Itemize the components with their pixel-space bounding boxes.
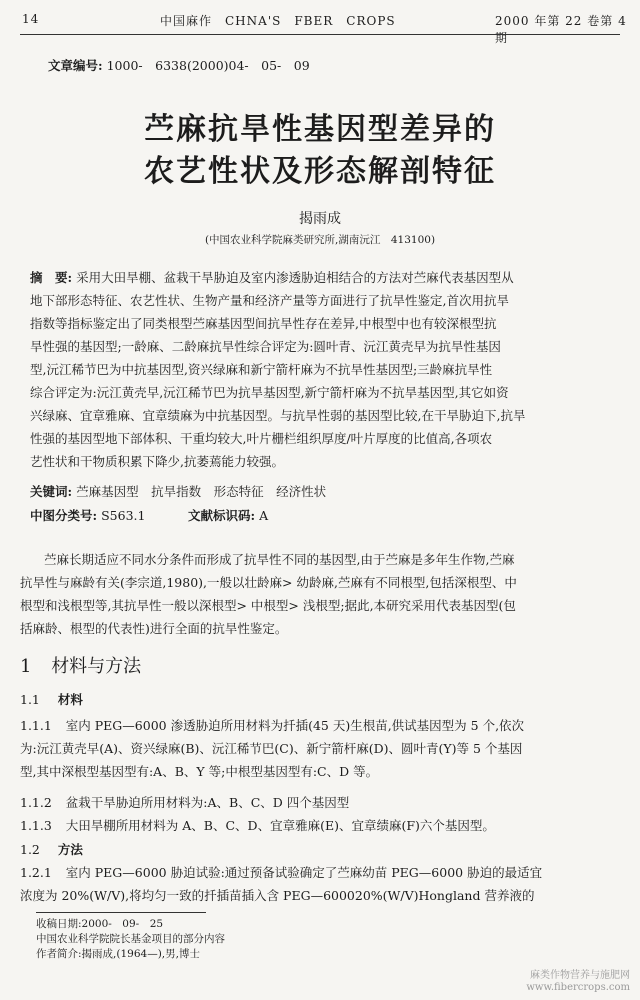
- subsection-number: 1.1: [20, 692, 40, 707]
- subsection-title: 方法: [57, 842, 83, 857]
- item-line: 型,其中深根型基因型有:A、B、Y 等;中根型基因型有:C、D 等。: [20, 764, 379, 779]
- abstract-line: 性强的基因型地下部体积、干重均较大,叶片栅栏组织厚度/叶片厚度的比值高,各项农: [30, 431, 493, 446]
- abstract-line: [30, 268, 514, 288]
- classification: [30, 506, 145, 526]
- subsection-heading: [20, 840, 83, 860]
- footnote-line: 作者简介:揭雨成,(1964—),男,博士: [36, 948, 200, 960]
- abstract-line: 型,沅江稀节巴为中抗基因型,资兴绿麻和新宁箭杆麻为不抗旱性基因型;三龄麻抗旱性: [30, 362, 493, 377]
- item-number: 1.2.1: [20, 865, 52, 880]
- footnote-line: 收稿日期:2000- 09- 25: [36, 918, 164, 930]
- footnote-rule: [36, 912, 206, 913]
- item-1-2-1: [20, 863, 542, 883]
- article-id-value: 1000- 6338(2000)04- 05- 09: [106, 58, 310, 73]
- intro-line: 抗旱性与麻龄有关(李宗道,1980),一般以壮龄麻> 幼龄麻,苎麻有不同根型,包括深根型、中: [20, 575, 517, 590]
- issue-info: 2000 年第 22 卷第 4 期: [495, 14, 627, 45]
- item-text: 大田旱棚所用材料为 A、B、C、D、宜章雅麻(E)、宜章绩麻(F)六个基因型。: [65, 818, 495, 833]
- title-line-1: 苎麻抗旱性基因型差异的: [144, 112, 496, 147]
- item-text: 室内 PEG—6000 胁迫试验:通过预备试验确定了苎麻幼苗 PEG—6000 胁迫的最适宜: [65, 865, 543, 880]
- watermark-line: www.fibercrops.com: [526, 982, 630, 993]
- article-id-label: 文章编号:: [48, 58, 103, 73]
- intro-line: 括麻龄、根型的代表性)进行全面的抗旱性鉴定。: [20, 621, 288, 636]
- classification-label: 中图分类号:: [30, 508, 98, 523]
- item-1-1-2: [20, 793, 349, 813]
- abstract-line: 兴绿麻、宜章雅麻、宜章绩麻为中抗基因型。与抗旱性弱的基因型比较,在干旱胁迫下,抗旱: [30, 408, 526, 423]
- abstract-line: 旱性强的基因型;一龄麻、二龄麻抗旱性综合评定为:圆叶青、沅江黄壳早为抗旱性基因: [30, 339, 501, 354]
- item-line: 浓度为 20%(W/V),将均匀一致的扦插苗插入含 PEG—600020%(W/V)Hongland 营养液的: [20, 888, 535, 903]
- affiliation: (中国农业科学院麻类研究所,湖南沅江 413100): [204, 234, 436, 246]
- classification-value: S563.1: [101, 508, 146, 523]
- section-number: 1: [20, 656, 32, 677]
- item-text: 室内 PEG—6000 渗透胁迫所用材料为扦插(45 天)生根苗,供试基因型为 5 个,依次: [65, 718, 525, 733]
- document-code-label: 文献标识码:: [188, 508, 256, 523]
- item-1-1-3: [20, 816, 495, 836]
- section-heading: [20, 652, 141, 678]
- subsection-title: 材料: [57, 692, 83, 707]
- header-rule: [20, 34, 620, 35]
- page-number: 14: [22, 12, 40, 26]
- author: 揭雨成: [299, 211, 341, 227]
- item-1-1-1: [20, 716, 524, 736]
- abstract-text: 采用大田旱棚、盆栽干旱胁迫及室内渗透胁迫相结合的方法对苎麻代表基因型从: [76, 270, 514, 285]
- watermark: [526, 970, 630, 994]
- subsection-number: 1.2: [20, 842, 40, 857]
- intro-line: 苎麻长期适应不同水分条件而形成了抗旱性不同的基因型,由于苎麻是多年生作物,苎麻: [44, 552, 515, 567]
- keywords-label: 关键词:: [30, 484, 73, 499]
- subsection-heading: [20, 690, 83, 710]
- item-line: 为:沅江黄壳早(A)、资兴绿麻(B)、沅江稀节巴(C)、新宁箭杆麻(D)、圆叶青(Y)等 5 个基因: [20, 741, 523, 756]
- abstract-line: 地下部形态特征、农艺性状、生物产量和经济产量等方面进行了抗旱性鉴定,首次用抗旱: [30, 293, 509, 308]
- title-line-2: 农艺性状及形态解剖特征: [144, 154, 496, 189]
- item-number: 1.1.3: [20, 818, 52, 833]
- item-text: 盆栽干旱胁迫所用材料为:A、B、C、D 四个基因型: [65, 795, 350, 810]
- journal-header: 中国麻作 CHNA'S FBER CROPS: [160, 14, 396, 28]
- watermark-line: 麻类作物营养与施肥网: [530, 970, 630, 981]
- abstract-line: 指数等指标鉴定出了同类根型苎麻基因型间抗旱性存在差异,中根型中也有较深根型抗: [30, 316, 497, 331]
- abstract-line: 艺性状和干物质积累下降少,抗萎蔫能力较强。: [30, 454, 284, 469]
- article-id: [48, 56, 310, 76]
- abstract-line: 综合评定为:沅江黄壳早,沅江稀节巴为抗旱基因型,新宁箭杆麻为不抗旱基因型,其它如资: [30, 385, 509, 400]
- document-code-value: A: [259, 508, 269, 523]
- item-number: 1.1.2: [20, 795, 52, 810]
- abstract-label: 摘 要:: [30, 270, 73, 285]
- footnote-line: 中国农业科学院院长基金项目的部分内容: [36, 933, 225, 945]
- section-title: 材料与方法: [51, 656, 142, 677]
- item-number: 1.1.1: [20, 718, 52, 733]
- keywords: [30, 482, 326, 502]
- keywords-value: 苎麻基因型 抗旱指数 形态特征 经济性状: [76, 484, 327, 499]
- intro-line: 根型和浅根型等,其抗旱性一般以深根型> 中根型> 浅根型;据此,本研究采用代表基因型(包: [20, 598, 516, 613]
- document-code: [188, 506, 268, 526]
